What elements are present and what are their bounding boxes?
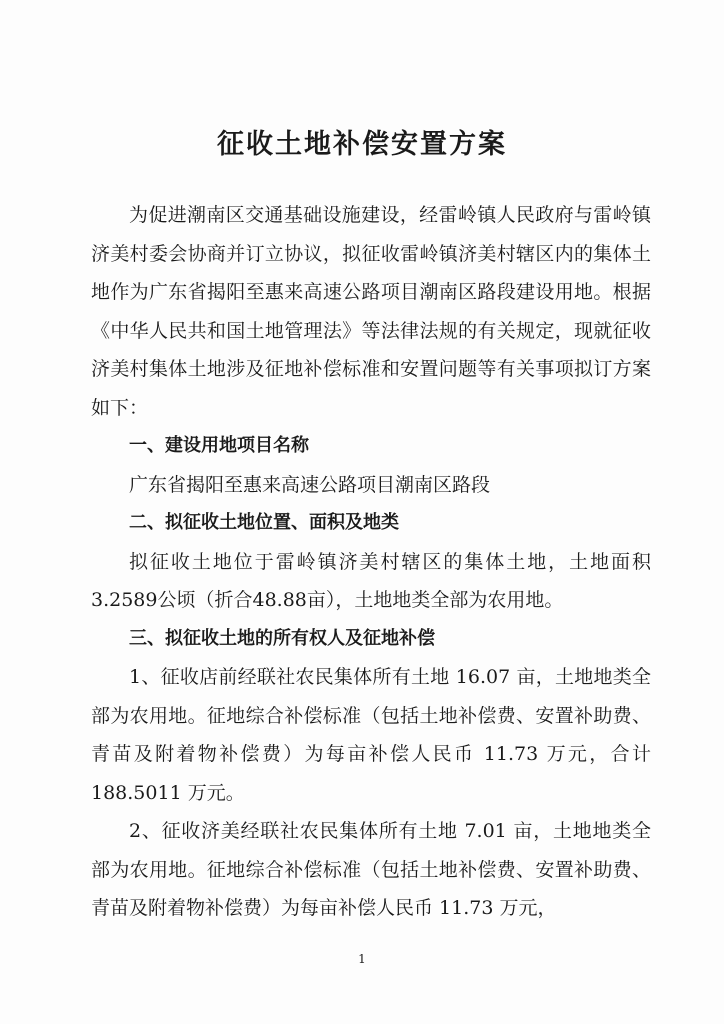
section-heading-3: 三、拟征收土地的所有权人及征地补偿 <box>129 627 435 649</box>
section-heading-1: 一、建设用地项目名称 <box>129 435 309 456</box>
document-title: 征收土地补偿安置方案 <box>217 129 507 160</box>
section-3-item-1: 1、征收店前经联社农民集体所有土地 16.07 亩，土地地类全部为农用地。征地综合补偿标准（包括土地补偿费、安置补助费、青苗及附着物补偿费）为每亩补偿人民币 11.73 万元，合计 188.5011 万元。 <box>91 666 651 804</box>
document-body <box>91 196 651 928</box>
page-number: 1 <box>358 952 366 966</box>
section-3-item-2: 2、征收济美经联社农民集体所有土地 7.01 亩，土地地类全部为农用地。征地综合补偿标准（包括土地补偿费、安置补助费、青苗及附着物补偿费）为每亩补偿人民币 11.73 万元， <box>91 820 651 919</box>
section-2-content: 拟征收土地位于雷岭镇济美村辖区的集体土地，土地面积3.2589公顷（折合48.88亩），土地地类全部为农用地。 <box>91 550 651 611</box>
section-heading-2: 二、拟征收土地位置、面积及地类 <box>129 512 399 533</box>
section-1-content: 广东省揭阳至惠来高速公路项目潮南区路段 <box>129 473 491 496</box>
intro-paragraph: 为促进潮南区交通基础设施建设，经雷岭镇人民政府与雷岭镇济美村委会协商并订立协议，拟征收雷岭镇济美村辖区内的集体土地作为广东省揭阳至惠来高速公路项目潮南区路段建设用地。根据《中华人民共和国土地管理法》等法律法规的有关规定，现就征收济美村集体土地涉及征地补偿标准和安置问题等有关事项拟订方案如下： <box>91 204 651 419</box>
